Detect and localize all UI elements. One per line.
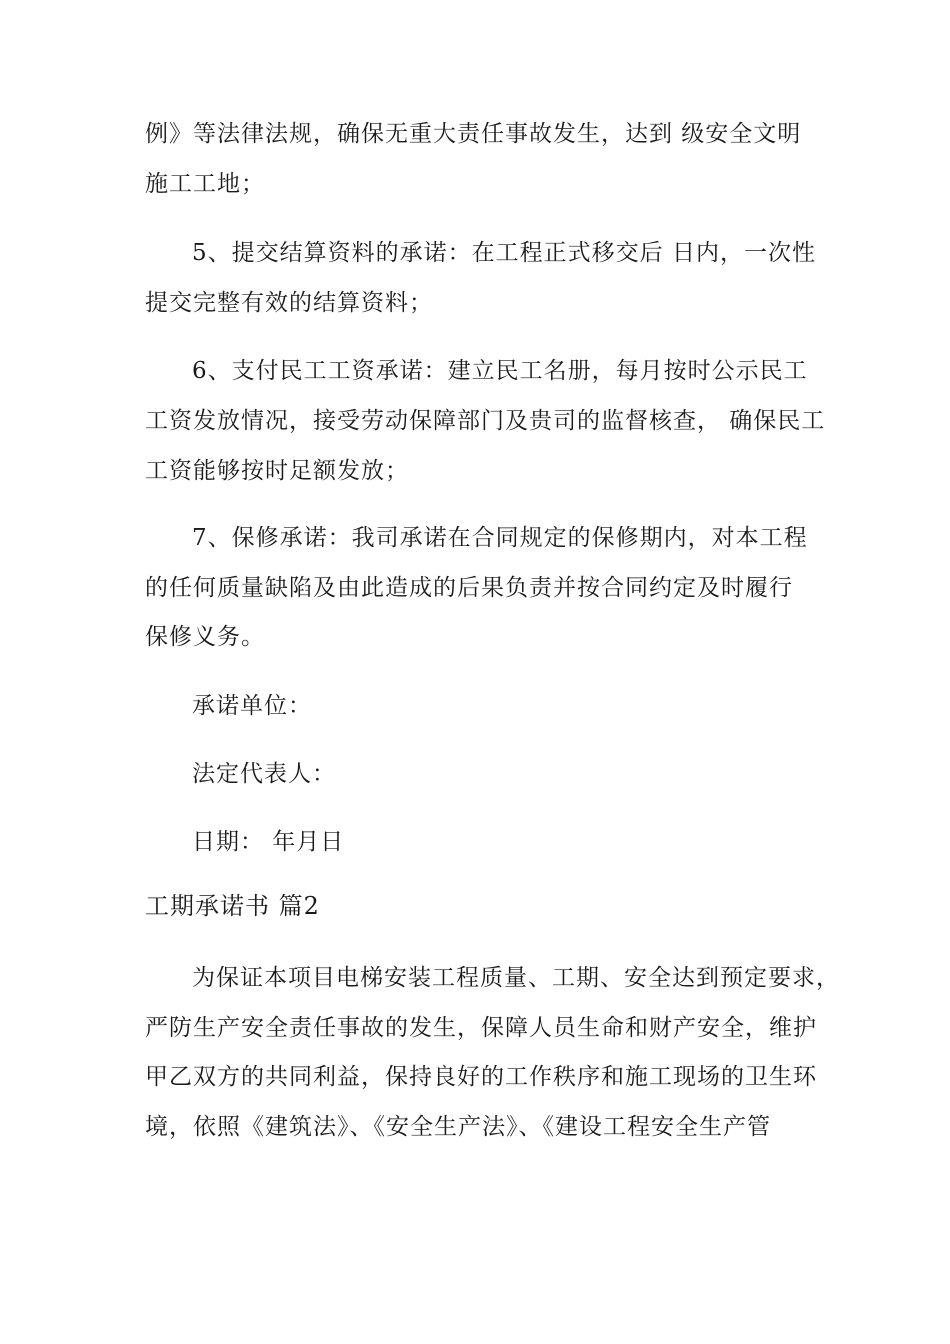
- date-label: 日期： 年月日: [192, 829, 345, 855]
- text-line: 甲乙双方的共同利益，保持良好的工作秩序和施工现场的卫生环: [145, 1064, 817, 1090]
- text-line: 提交完整有效的结算资料；: [145, 290, 433, 316]
- text-line: 严防生产安全责任事故的发生，保障人员生命和财产安全，维护: [145, 1015, 817, 1041]
- legal-representative-label: 法定代表人：: [192, 761, 336, 787]
- text-line: 工资能够按时足额发放；: [145, 458, 409, 484]
- text-line: 保修义务。: [145, 624, 265, 650]
- text-line: 5、提交结算资料的承诺：在工程正式移交后 日内，一次性: [192, 240, 816, 266]
- text-line: 境，依照《建筑法》、《安全生产法》、《建设工程安全生产管: [145, 1114, 771, 1140]
- text-line: 工资发放情况，接受劳动保障部门及贵司的监督核查， 确保民工: [145, 408, 826, 434]
- text-line: 7、保修承诺：我司承诺在合同规定的保修期内，对本工程: [192, 525, 808, 551]
- text-line: 6、支付民工工资承诺：建立民工名册，每月按时公示民工: [192, 358, 808, 384]
- section-heading: 工期承诺书 篇2: [145, 892, 320, 920]
- text-line: 为保证本项目电梯安装工程质量、工期、安全达到预定要求，: [192, 965, 840, 991]
- text-line: 施工工地；: [145, 171, 265, 197]
- signature-unit-label: 承诺单位：: [192, 693, 312, 719]
- text-line: 的任何质量缺陷及由此造成的后果负责并按合同约定及时履行: [145, 575, 793, 601]
- text-line: 例》等法律法规，确保无重大责任事故发生，达到 级安全文明: [145, 121, 802, 147]
